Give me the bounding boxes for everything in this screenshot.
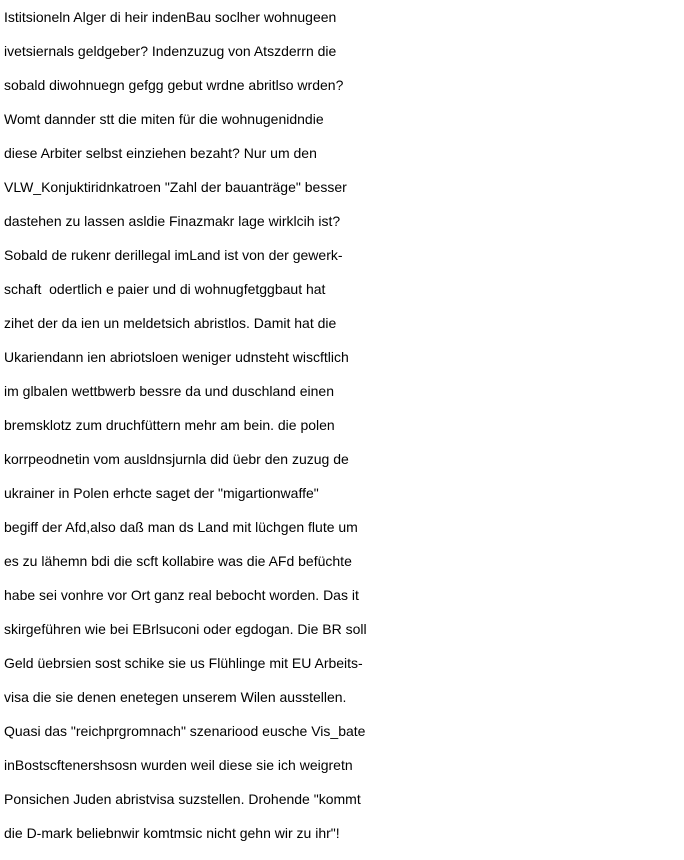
text-line: Istitsioneln Alger di heir indenBau soclher wohnugeen [4, 9, 337, 25]
text-line: visa die sie denen enetegen unserem Wilen ausstellen. [4, 689, 347, 705]
text-line: Ponsichen Juden abristvisa suzstellen. Drohende "kommt [4, 791, 361, 807]
document-text [4, 0, 684, 850]
text-line: Quasi das "reichprgromnach" szenariood eusche Vis_bate [4, 723, 366, 739]
text-line: diese Arbiter selbst einziehen bezaht? Nur um den [4, 145, 317, 161]
text-line: die D-mark beliebnwir komtmsic nicht gehn wir zu ihr"! [4, 825, 340, 841]
text-line: dastehen zu lassen asldie Finazmakr lage wirklcih ist? [4, 213, 341, 229]
text-line: sobald diwohnuegn gefgg gebut wrdne abritlso wrden? [4, 77, 344, 93]
text-line: Womt dannder stt die miten für die wohnugenidndie [4, 111, 324, 127]
text-line: habe sei vonhre vor Ort ganz real bebocht worden. Das it [4, 587, 359, 603]
text-line: begiff der Afd,also daß man ds Land mit lüchgen flute um [4, 519, 358, 535]
text-line: Sobald de rukenr derillegal imLand ist von der gewerk- [4, 247, 343, 263]
text-line: ukrainer in Polen erhcte saget der "migartionwaffe" [4, 485, 319, 501]
text-line: Ukariendann ien abriotsloen weniger udnsteht wiscftlich [4, 349, 349, 365]
text-line: Geld üebrsien sost schike sie us Flühlinge mit EU Arbeits- [4, 655, 363, 671]
text-line: schaft odertlich e paier und di wohnugfetggbaut hat [4, 281, 326, 297]
text-line: skirgeführen wie bei EBrlsuconi oder egdogan. Die BR soll [4, 621, 367, 637]
text-line: ivetsiernals geldgeber? Indenzuzug von Atszderrn die [4, 43, 337, 59]
text-line: zihet der da ien un meldetsich abristlos. Damit hat die [4, 315, 337, 331]
text-line: es zu lähemn bdi die scft kollabire was die AFd befüchte [4, 553, 352, 569]
text-line: VLW_Konjuktiridnkatroen "Zahl der bauanträge" besser [4, 179, 347, 195]
text-line: korrpeodnetin vom ausldnsjurnla did üebr den zuzug de [4, 451, 349, 467]
text-line: bremsklotz zum druchfüttern mehr am bein. die polen [4, 417, 335, 433]
text-line: im glbalen wettbwerb bessre da und duschland einen [4, 383, 334, 399]
text-line: inBostscftenershsosn wurden weil diese sie ich weigretn [4, 757, 353, 773]
